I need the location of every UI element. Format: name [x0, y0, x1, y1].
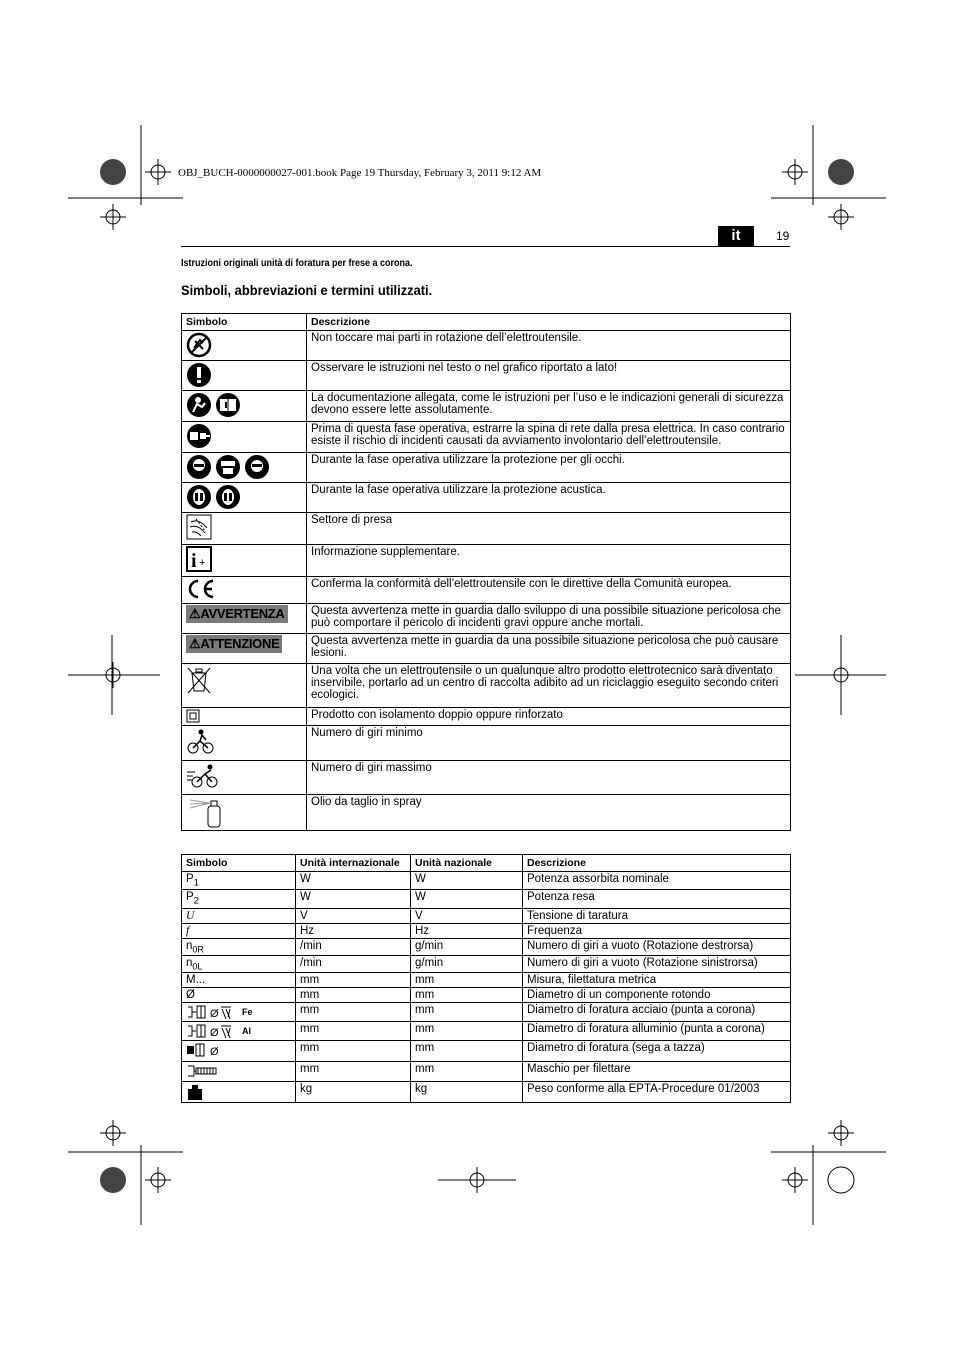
intl-unit-cell: mm: [296, 973, 411, 988]
symbol-subscript: 1: [193, 877, 199, 889]
section-heading: Simboli, abbreviazioni e termini utilizzati.: [181, 282, 433, 298]
symbol-cell: [182, 908, 296, 923]
national-unit-cell: g/min: [411, 938, 523, 955]
symbol-cell: [182, 1003, 296, 1022]
description-cell: Frequenza: [523, 923, 791, 938]
symbol-text: U: [186, 909, 195, 922]
description-cell: Potenza assorbita nominale: [523, 872, 791, 890]
svg-text:+: +: [199, 557, 206, 569]
table-header-row: [182, 855, 791, 872]
table-row: [182, 1022, 791, 1041]
description-cell: Una volta che un elettroutensile o un qualunque altro prodotto elettrotecnico sarà diventato inservibile, portarlo ad un centro di raccolta adibito ad un riciclaggio eseguito secondo criteri ecologici.: [307, 664, 791, 708]
page-number: 19: [776, 229, 790, 243]
symbol-cell: [182, 708, 307, 726]
hole-saw-icon: [186, 1042, 226, 1058]
symbol-cell: [182, 1022, 296, 1041]
core-drill-aluminium-icon: [186, 1023, 242, 1039]
table-row: [182, 1041, 791, 1062]
symbol-cell: [182, 577, 307, 604]
crossed-bin-icon: [186, 665, 212, 695]
table-row: [182, 422, 791, 453]
national-unit-cell: mm: [411, 1062, 523, 1082]
intl-unit-cell: mm: [296, 988, 411, 1003]
symbol-cell: Ø: [182, 988, 296, 1003]
intl-unit-cell: W: [296, 890, 411, 908]
national-unit-cell: mm: [411, 973, 523, 988]
description-cell: Informazione supplementare.: [307, 545, 791, 577]
fast-cyclist-icon: [186, 762, 220, 790]
table-row: [182, 1003, 791, 1022]
symbol-cell: [182, 1041, 296, 1062]
table-row: [182, 1062, 791, 1082]
description-cell: Peso conforme alla EPTA-Procedure 01/2003: [523, 1082, 791, 1103]
intl-unit-cell: kg: [296, 1082, 411, 1103]
book-info-line: OBJ_BUCH-0000000027-001.book Page 19 Thursday, February 3, 2011 9:12 AM: [178, 167, 542, 179]
description-cell: Olio da taglio in spray: [307, 795, 791, 831]
table-row: [182, 634, 791, 664]
national-unit-cell: kg: [411, 1082, 523, 1103]
symbol-cell: [182, 422, 307, 453]
description-cell: Numero di giri minimo: [307, 726, 791, 761]
language-badge: it: [718, 226, 754, 246]
col-header-description: Descrizione: [523, 855, 791, 872]
intl-unit-cell: mm: [296, 1062, 411, 1082]
national-unit-cell: V: [411, 908, 523, 923]
info-icon: [186, 546, 212, 572]
symbol-cell: M...: [182, 973, 296, 988]
symbol-text: n: [186, 956, 193, 969]
symbol-text: P: [186, 891, 194, 904]
description-cell: Durante la fase operativa utilizzare la protezione acustica.: [307, 483, 791, 513]
symbol-cell: [182, 1062, 296, 1082]
core-drill-steel-icon: [186, 1004, 242, 1020]
symbol-cell: [182, 872, 296, 890]
header-rule: [181, 246, 790, 247]
table-row: [182, 795, 791, 831]
table-row: [182, 391, 791, 422]
weight-icon: [186, 1083, 204, 1101]
col-header-symbol: Simbolo: [182, 314, 307, 331]
table-row: [182, 726, 791, 761]
svg-text:i: i: [191, 550, 197, 572]
table-row: [182, 973, 791, 988]
description-cell: Questa avvertenza mette in guardia dallo sviluppo di una possibile situazione pericolosa che può comportare il pericolo di incidenti gravi oppure anche mortali.: [307, 604, 791, 634]
table-row: [182, 923, 791, 938]
units-table: [181, 854, 791, 1103]
col-header-international-unit: Unità internazionale: [296, 855, 411, 872]
caution-badge-label: ATTENZIONE: [200, 636, 280, 651]
exclamation-icon: [186, 362, 212, 388]
national-unit-cell: mm: [411, 988, 523, 1003]
description-cell: La documentazione allegata, come le istruzioni per l’uso e le indicazioni generali di sicurezza devono essere lette assolutamente.: [307, 391, 791, 422]
table-row: [182, 513, 791, 545]
national-unit-cell: W: [411, 890, 523, 908]
col-header-description: Descrizione: [307, 314, 791, 331]
svg-text:Ø: Ø: [210, 1027, 219, 1040]
description-cell: Diametro di foratura (sega a tazza): [523, 1041, 791, 1062]
national-unit-cell: g/min: [411, 955, 523, 972]
description-cell: Prodotto con isolamento doppio oppure rinforzato: [307, 708, 791, 726]
symbol-cell: [182, 938, 296, 955]
table-header-row: [182, 314, 791, 331]
symbol-cell: [182, 361, 307, 391]
symbol-cell: [182, 955, 296, 972]
description-cell: Questa avvertenza mette in guardia da una possibile situazione pericolosa che può causare lesioni.: [307, 634, 791, 664]
svg-text:Ø: Ø: [210, 1046, 219, 1059]
table-row: [182, 708, 791, 726]
col-header-national-unit: Unità nazionale: [411, 855, 523, 872]
symbol-cell: [182, 513, 307, 545]
table-row: [182, 577, 791, 604]
symbol-cell: [182, 483, 307, 513]
table-row: [182, 908, 791, 923]
intl-unit-cell: mm: [296, 1003, 411, 1022]
symbol-cell: [182, 923, 296, 938]
symbol-subscript: 2: [193, 895, 199, 907]
no-touch-rotating-icon: [186, 332, 212, 358]
table-row: [182, 890, 791, 908]
symbol-cell: [182, 890, 296, 908]
symbol-cell: [182, 664, 307, 708]
table-row: [182, 483, 791, 513]
intl-unit-cell: /min: [296, 938, 411, 955]
symbol-cell: [182, 331, 307, 361]
table-row: [182, 545, 791, 577]
table-row: [182, 938, 791, 955]
national-unit-cell: mm: [411, 1022, 523, 1041]
table-row: [182, 761, 791, 795]
symbol-cell: [182, 726, 307, 761]
svg-text:Ø: Ø: [210, 1008, 219, 1021]
symbol-cell: [182, 634, 307, 664]
description-cell: Diametro di foratura alluminio (punta a corona): [523, 1022, 791, 1041]
col-header-symbol: Simbolo: [182, 855, 296, 872]
symbol-cell: [182, 604, 307, 634]
symbol-cell: [182, 391, 307, 422]
table-row: [182, 604, 791, 634]
national-unit-cell: W: [411, 872, 523, 890]
symbol-text: n: [186, 939, 193, 952]
document-subtitle: Istruzioni originali unità di foratura per frese a corona.: [181, 258, 413, 269]
ear-protection-icon: [186, 484, 242, 510]
description-cell: Prima di questa fase operativa, estrarre la spina di rete dalla presa elettrica. In caso contrario esiste il rischio di incidenti causati da avviamento involontario dell’elettroutensile.: [307, 422, 791, 453]
table-row: [182, 955, 791, 972]
symbol-cell: [182, 795, 307, 831]
intl-unit-cell: mm: [296, 1041, 411, 1062]
intl-unit-cell: mm: [296, 1022, 411, 1041]
material-label: Al: [242, 1026, 251, 1037]
description-cell: Numero di giri a vuoto (Rotazione sinistrorsa): [523, 955, 791, 972]
intl-unit-cell: W: [296, 872, 411, 890]
description-cell: Conferma la conformità dell’elettroutensile con le direttive della Comunità europea.: [307, 577, 791, 604]
eye-protection-icon: [186, 454, 270, 480]
grip-area-icon: [186, 514, 212, 540]
tap-icon: [186, 1063, 220, 1079]
description-cell: Diametro di foratura acciaio (punta a corona): [523, 1003, 791, 1022]
warning-badge-label: AVVERTENZA: [200, 606, 285, 621]
description-cell: Numero di giri a vuoto (Rotazione destrorsa): [523, 938, 791, 955]
description-cell: Numero di giri massimo: [307, 761, 791, 795]
description-cell: Osservare le istruzioni nel testo o nel grafico riportato a lato!: [307, 361, 791, 391]
intl-unit-cell: /min: [296, 955, 411, 972]
description-cell: Tensione di taratura: [523, 908, 791, 923]
table-row: [182, 664, 791, 708]
ce-mark-icon: [186, 578, 216, 600]
national-unit-cell: mm: [411, 1003, 523, 1022]
description-cell: Settore di presa: [307, 513, 791, 545]
national-unit-cell: mm: [411, 1041, 523, 1062]
symbol-cell: [182, 761, 307, 795]
intl-unit-cell: V: [296, 908, 411, 923]
intl-unit-cell: Hz: [296, 923, 411, 938]
table-row: [182, 872, 791, 890]
double-insulation-icon: [186, 709, 200, 723]
table-row: [182, 1082, 791, 1103]
description-cell: Non toccare mai parti in rotazione dell’elettroutensile.: [307, 331, 791, 361]
symbol-text: f: [186, 924, 190, 937]
description-cell: Potenza resa: [523, 890, 791, 908]
symbols-table: [181, 313, 791, 831]
description-cell: Misura, filettatura metrica: [523, 973, 791, 988]
warning-triangle-icon: ⚠: [189, 606, 201, 621]
symbol-subscript: 0L: [192, 961, 203, 972]
spray-can-icon: [186, 796, 226, 828]
read-manual-icon: [186, 392, 242, 418]
table-row: [182, 453, 791, 483]
material-label: Fe: [242, 1007, 253, 1018]
description-cell: Durante la fase operativa utilizzare la protezione per gli occhi.: [307, 453, 791, 483]
unplug-icon: [186, 423, 212, 449]
table-row: [182, 988, 791, 1003]
table-row: [182, 331, 791, 361]
symbol-cell: [182, 453, 307, 483]
table-row: [182, 361, 791, 391]
slow-cyclist-icon: [186, 727, 216, 757]
symbol-cell: [182, 1082, 296, 1103]
symbol-cell: [182, 545, 307, 577]
caution-badge: [186, 635, 282, 653]
description-cell: Maschio per filettare: [523, 1062, 791, 1082]
national-unit-cell: Hz: [411, 923, 523, 938]
warning-badge: [186, 605, 288, 623]
symbol-subscript: 0R: [192, 943, 204, 954]
symbol-text: P: [186, 873, 194, 885]
warning-triangle-icon: ⚠: [189, 636, 201, 651]
description-cell: Diametro di un componente rotondo: [523, 988, 791, 1003]
